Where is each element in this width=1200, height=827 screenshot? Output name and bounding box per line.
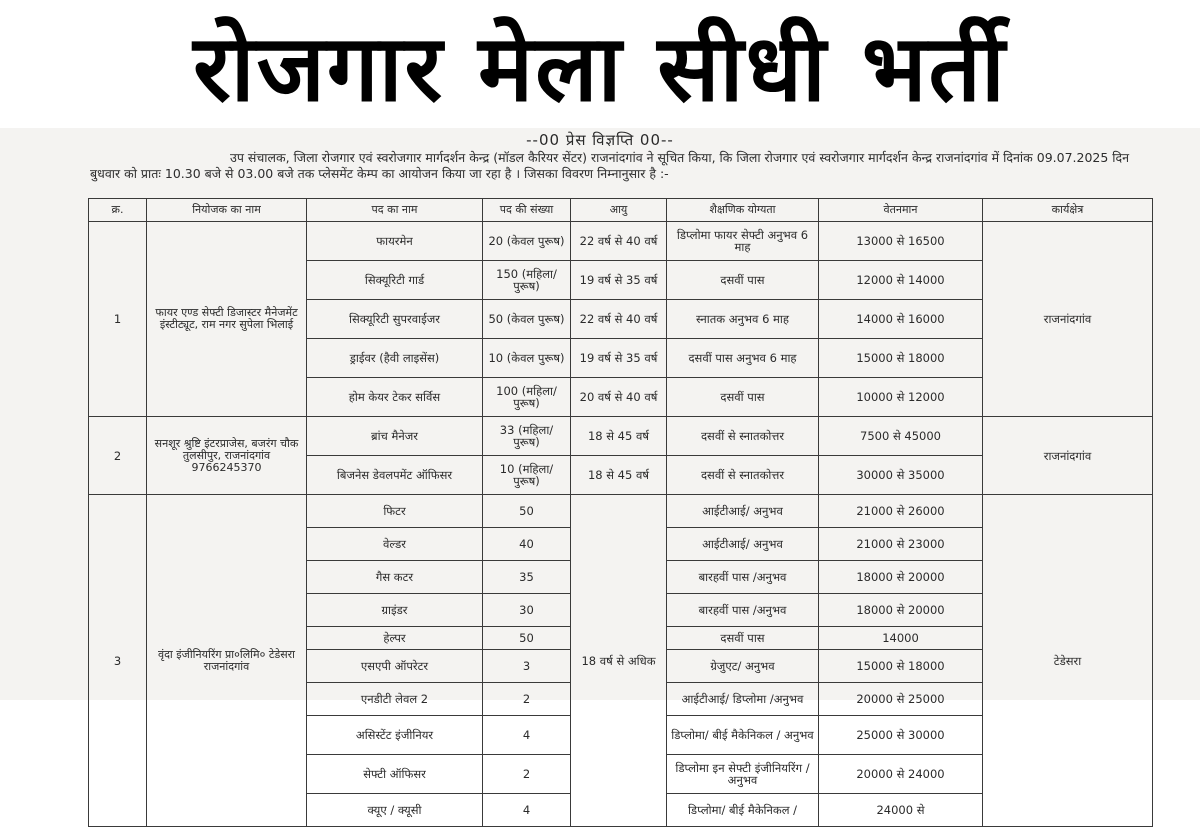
table-row xyxy=(89,222,1153,261)
press-release-scan xyxy=(0,128,1200,817)
post-count: 50 xyxy=(483,495,571,528)
employer-2-sno: 2 xyxy=(89,417,147,495)
post-education: दसवीं पास अनुभव 6 माह xyxy=(667,339,819,378)
post-count: 100 (महिला/ पुरूष) xyxy=(483,378,571,417)
post-education: आईटीआई/ अनुभव xyxy=(667,528,819,561)
post-salary: 13000 से 16500 xyxy=(819,222,983,261)
col-header-employer: नियोजक का नाम xyxy=(147,199,307,222)
col-header-age: आयु xyxy=(571,199,667,222)
post-salary: 20000 से 24000 xyxy=(819,755,983,794)
post-name: सेफ्टी ऑफिसर xyxy=(307,755,483,794)
post-name: ड्राईवर (हैवी लाइसेंस) xyxy=(307,339,483,378)
post-name: एनडीटी लेवल 2 xyxy=(307,683,483,716)
post-education: डिप्लोमा/ बीई मैकेनिकल / अनुभव xyxy=(667,716,819,755)
col-header-area: कार्यक्षेत्र xyxy=(983,199,1153,222)
post-age: 18 से 45 वर्ष xyxy=(571,456,667,495)
post-count: 40 xyxy=(483,528,571,561)
post-education: डिप्लोमा फायर सेफ्टी अनुभव 6 माह xyxy=(667,222,819,261)
post-name: ब्रांच मैनेजर xyxy=(307,417,483,456)
post-count: 2 xyxy=(483,683,571,716)
post-name: असिस्टेंट इंजीनियर xyxy=(307,716,483,755)
post-name: वेल्डर xyxy=(307,528,483,561)
post-count: 10 (केवल पुरूष) xyxy=(483,339,571,378)
employer-1-sno: 1 xyxy=(89,222,147,417)
table-header-row xyxy=(89,199,1153,222)
employer-3-age: 18 वर्ष से अधिक xyxy=(571,495,667,827)
post-count: 35 xyxy=(483,561,571,594)
post-salary: 20000 से 25000 xyxy=(819,683,983,716)
post-education: आईटीआई/ डिप्लोमा /अनुभव xyxy=(667,683,819,716)
post-education: स्नातक अनुभव 6 माह xyxy=(667,300,819,339)
post-education: बारहवीं पास /अनुभव xyxy=(667,561,819,594)
col-header-salary: वेतनमान xyxy=(819,199,983,222)
post-salary: 12000 से 14000 xyxy=(819,261,983,300)
col-header-sno: क्र. xyxy=(89,199,147,222)
post-count: 20 (केवल पुरूष) xyxy=(483,222,571,261)
post-salary: 15000 से 18000 xyxy=(819,339,983,378)
post-education: डिप्लोमा/ बीई मैकेनिकल / xyxy=(667,794,819,827)
post-age: 20 वर्ष से 40 वर्ष xyxy=(571,378,667,417)
post-education: दसवीं से स्नातकोत्तर xyxy=(667,456,819,495)
post-education: बारहवीं पास /अनुभव xyxy=(667,594,819,627)
employer-2-area: राजनांदगांव xyxy=(983,417,1153,495)
post-age: 19 वर्ष से 35 वर्ष xyxy=(571,339,667,378)
post-salary: 10000 से 12000 xyxy=(819,378,983,417)
post-salary: 18000 से 20000 xyxy=(819,594,983,627)
employer-1-area: राजनांदगांव xyxy=(983,222,1153,417)
post-name: हेल्पर xyxy=(307,627,483,650)
post-salary: 25000 से 30000 xyxy=(819,716,983,755)
col-header-education: शैक्षणिक योग्यता xyxy=(667,199,819,222)
table-row xyxy=(89,417,1153,456)
post-name: फायरमेन xyxy=(307,222,483,261)
post-salary: 7500 से 45000 xyxy=(819,417,983,456)
post-age: 22 वर्ष से 40 वर्ष xyxy=(571,222,667,261)
employer-3-name: वृंदा इंजीनियरिंग प्रा०लिमि० टेडेसरा राजनांदगांव xyxy=(147,495,307,827)
post-education: दसवीं पास xyxy=(667,627,819,650)
post-name: सिक्यूरिटी सुपरवाईजर xyxy=(307,300,483,339)
post-count: 33 (महिला/ पुरूष) xyxy=(483,417,571,456)
intro-paragraph: उप संचालक, जिला रोजगार एवं स्वरोजगार मार्गदर्शन केन्द्र (मॉडल कैरियर सेंटर) राजनांदगांव ने सूचित किया, कि जिला रोजगार एवं स्वरोजगार मार्गदर्शन केन्द्र राजनांदगांव में दिनांक 09.07.2025 दिन बुधवार को प्रातः 10.30 बजे से 03.00 बजे तक प्लेसमेंट केम्प का आयोजन किया जा रहा है । जिसका विवरण निम्नानुसार है :- xyxy=(90,150,1130,181)
post-count: 150 (महिला/ पुरूष) xyxy=(483,261,571,300)
post-education: दसवीं पास xyxy=(667,261,819,300)
post-education: दसवीं पास xyxy=(667,378,819,417)
post-name: होम केयर टेकर सर्विस xyxy=(307,378,483,417)
post-count: 50 (केवल पुरूष) xyxy=(483,300,571,339)
post-count: 4 xyxy=(483,794,571,827)
post-salary: 30000 से 35000 xyxy=(819,456,983,495)
post-name: एसएपी ऑपरेटर xyxy=(307,650,483,683)
employer-2-name: सनशूर श्रुष्टि इंटरप्राजेस, बजरंग चौक तुलसीपुर, राजनांदगांव 9766245370 xyxy=(147,417,307,495)
post-salary: 18000 से 20000 xyxy=(819,561,983,594)
col-header-post: पद का नाम xyxy=(307,199,483,222)
post-count: 30 xyxy=(483,594,571,627)
table-row xyxy=(89,495,1153,528)
press-release-heading: --00 प्रेस विज्ञप्ति 00-- xyxy=(526,131,674,149)
post-age: 18 से 45 वर्ष xyxy=(571,417,667,456)
post-count: 50 xyxy=(483,627,571,650)
post-education: आईटीआई/ अनुभव xyxy=(667,495,819,528)
employer-3-sno: 3 xyxy=(89,495,147,827)
post-education: दसवीं से स्नातकोत्तर xyxy=(667,417,819,456)
post-salary: 24000 से xyxy=(819,794,983,827)
post-count: 2 xyxy=(483,755,571,794)
post-name: फिटर xyxy=(307,495,483,528)
headline: रोजगार मेला सीधी भर्ती xyxy=(193,14,1007,122)
post-name: ग्राइंडर xyxy=(307,594,483,627)
post-salary: 21000 से 23000 xyxy=(819,528,983,561)
post-salary: 14000 xyxy=(819,627,983,650)
post-education: ग्रेजुएट/ अनुभव xyxy=(667,650,819,683)
post-salary: 15000 से 18000 xyxy=(819,650,983,683)
post-name: बिजनेस डेवलपमेंट ऑफिसर xyxy=(307,456,483,495)
post-name: सिक्यूरिटी गार्ड xyxy=(307,261,483,300)
col-header-count: पद की संख्या xyxy=(483,199,571,222)
employer-3-area: टेडेसरा xyxy=(983,495,1153,827)
post-salary: 21000 से 26000 xyxy=(819,495,983,528)
vacancy-table xyxy=(88,198,1153,827)
post-count: 10 (महिला/ पुरूष) xyxy=(483,456,571,495)
post-name: गैस कटर xyxy=(307,561,483,594)
post-count: 3 xyxy=(483,650,571,683)
employer-1-name: फायर एण्ड सेफ्टी डिजास्टर मैनेजमेंट इंस्टीट्यूट, राम नगर सुपेला भिलाई xyxy=(147,222,307,417)
post-count: 4 xyxy=(483,716,571,755)
post-age: 19 वर्ष से 35 वर्ष xyxy=(571,261,667,300)
post-salary: 14000 से 16000 xyxy=(819,300,983,339)
post-education: डिप्लोमा इन सेफ्टी इंजीनियरिंग / अनुभव xyxy=(667,755,819,794)
post-age: 22 वर्ष से 40 वर्ष xyxy=(571,300,667,339)
post-name: क्यूए / क्यूसी xyxy=(307,794,483,827)
